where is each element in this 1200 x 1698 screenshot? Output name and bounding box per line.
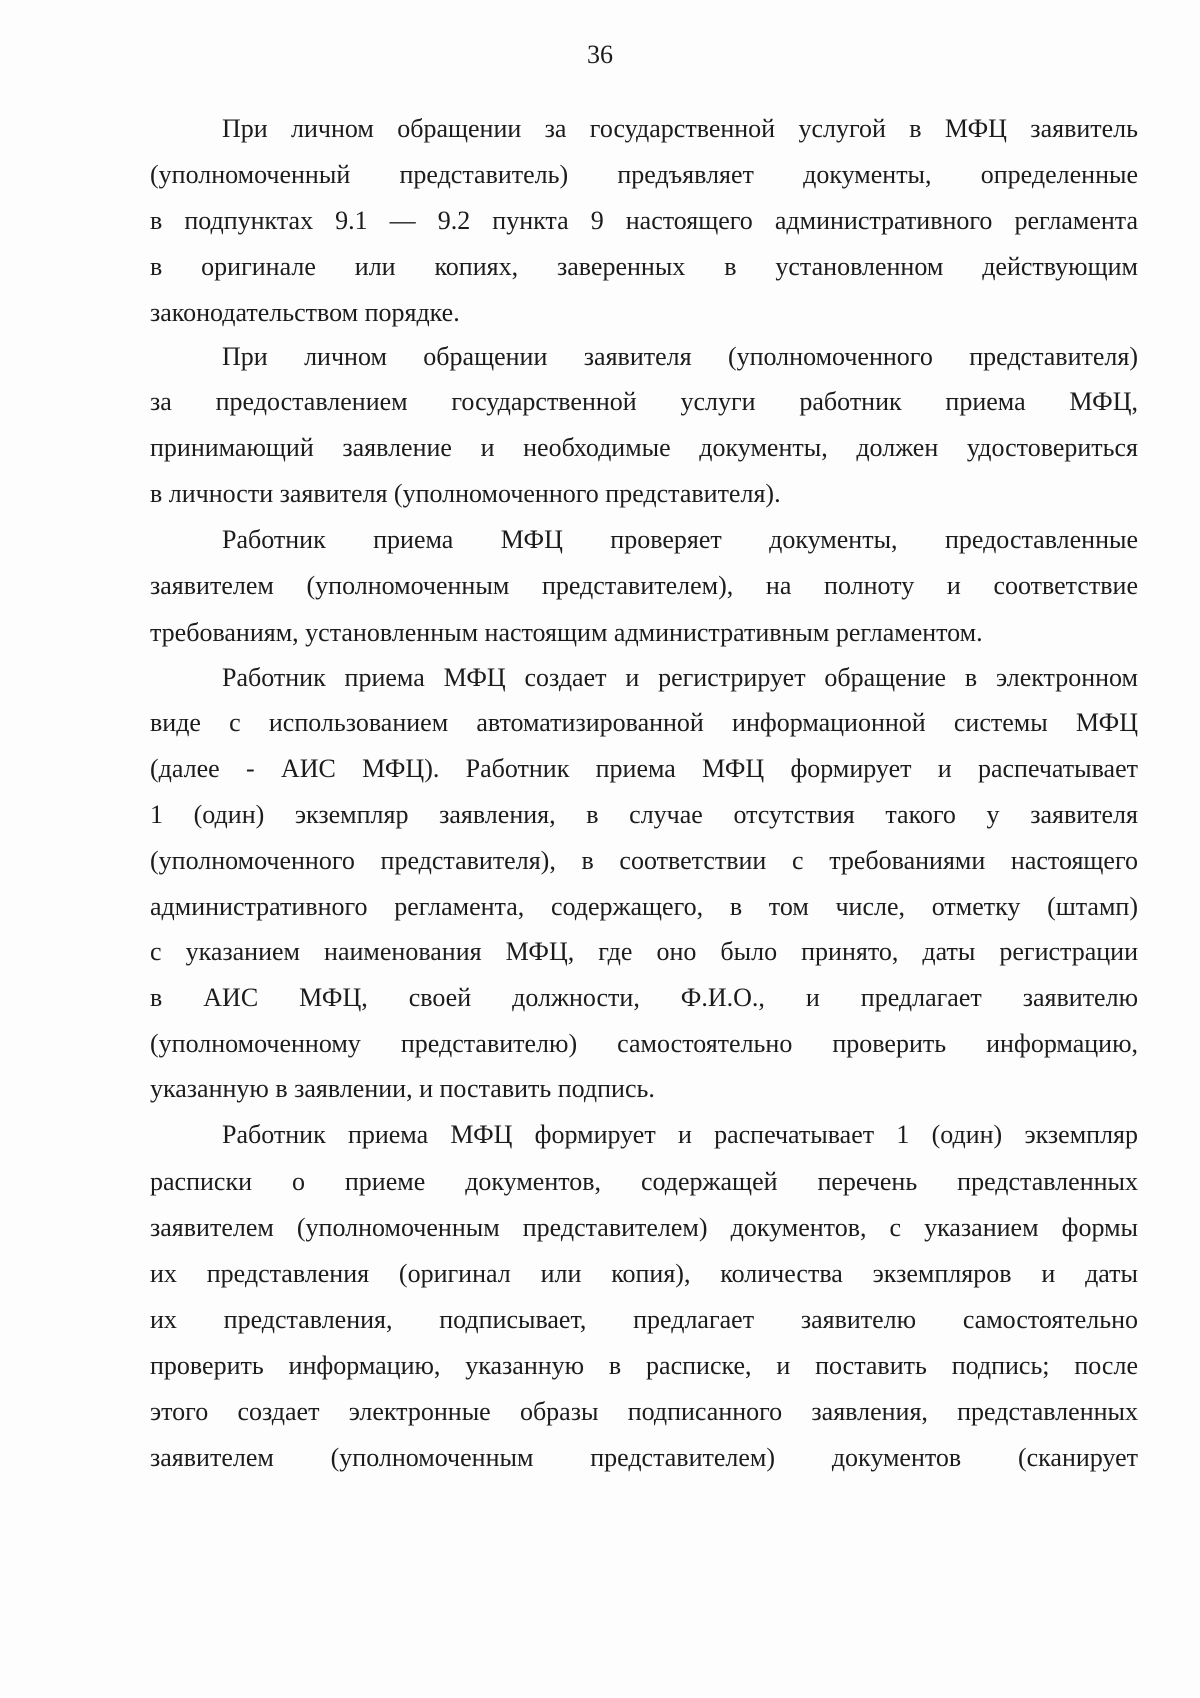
paragraph-1-line-1: При личном обращении за государственной услугой в МФЦ заявитель <box>222 114 1138 143</box>
paragraph-5-line-8: заявителем (уполномоченным представителем) документов (сканирует <box>150 1443 1138 1472</box>
paragraph-4-line-10: указанную в заявлении, и поставить подпись. <box>150 1074 655 1103</box>
paragraph-2-line-1: При личном обращении заявителя (уполномоченного представителя) <box>222 342 1138 371</box>
paragraph-4-line-4: 1 (один) экземпляр заявления, в случае отсутствия такого у заявителя <box>150 800 1138 829</box>
paragraph-2-line-2: за предоставлением государственной услуги работник приема МФЦ, <box>150 387 1138 416</box>
paragraph-5-line-1: Работник приема МФЦ формирует и распечатывает 1 (один) экземпляр <box>222 1120 1138 1149</box>
page-number: 36 <box>587 40 613 69</box>
paragraph-4-line-9: (уполномоченному представителю) самостоятельно проверить информацию, <box>150 1029 1138 1058</box>
paragraph-1-line-3: в подпунктах 9.1 — 9.2 пункта 9 настоящего административного регламента <box>150 206 1138 235</box>
paragraph-1-line-4: в оригинале или копиях, заверенных в установленном действующим <box>150 252 1138 281</box>
paragraph-5-line-6: проверить информацию, указанную в расписке, и поставить подпись; после <box>150 1351 1138 1380</box>
paragraph-4-line-1: Работник приема МФЦ создает и регистрирует обращение в электронном <box>222 663 1138 692</box>
paragraph-4-line-7: с указанием наименования МФЦ, где оно было принято, даты регистрации <box>150 937 1138 966</box>
paragraph-5-line-7: этого создает электронные образы подписанного заявления, представленных <box>150 1397 1138 1426</box>
paragraph-2-line-3: принимающий заявление и необходимые документы, должен удостовериться <box>150 433 1138 462</box>
paragraph-4-line-3: (далее - АИС МФЦ). Работник приема МФЦ формирует и распечатывает <box>150 754 1138 783</box>
paragraph-1-line-2: (уполномоченный представитель) предъявляет документы, определенные <box>150 160 1138 189</box>
paragraph-2-line-4: в личности заявителя (уполномоченного представителя). <box>150 479 781 508</box>
paragraph-5-line-3: заявителем (уполномоченным представителем) документов, с указанием формы <box>150 1213 1138 1242</box>
paragraph-4-line-6: административного регламента, содержащего, в том числе, отметку (штамп) <box>150 892 1138 921</box>
paragraph-3-line-1: Работник приема МФЦ проверяет документы, предоставленные <box>222 525 1138 554</box>
paragraph-4-line-5: (уполномоченного представителя), в соответствии с требованиями настоящего <box>150 846 1138 875</box>
paragraph-1-line-5: законодательством порядке. <box>150 298 460 327</box>
paragraph-4-line-8: в АИС МФЦ, своей должности, Ф.И.О., и предлагает заявителю <box>150 983 1138 1012</box>
paragraph-5-line-5: их представления, подписывает, предлагает заявителю самостоятельно <box>150 1305 1138 1334</box>
paragraph-3-line-3: требованиям, установленным настоящим административным регламентом. <box>150 618 983 647</box>
paragraph-4-line-2: виде с использованием автоматизированной информационной системы МФЦ <box>150 708 1138 737</box>
paragraph-3-line-2: заявителем (уполномоченным представителем), на полноту и соответствие <box>150 571 1138 600</box>
paragraph-5-line-2: расписки о приеме документов, содержащей перечень представленных <box>150 1167 1138 1196</box>
paragraph-5-line-4: их представления (оригинал или копия), количества экземпляров и даты <box>150 1259 1138 1288</box>
